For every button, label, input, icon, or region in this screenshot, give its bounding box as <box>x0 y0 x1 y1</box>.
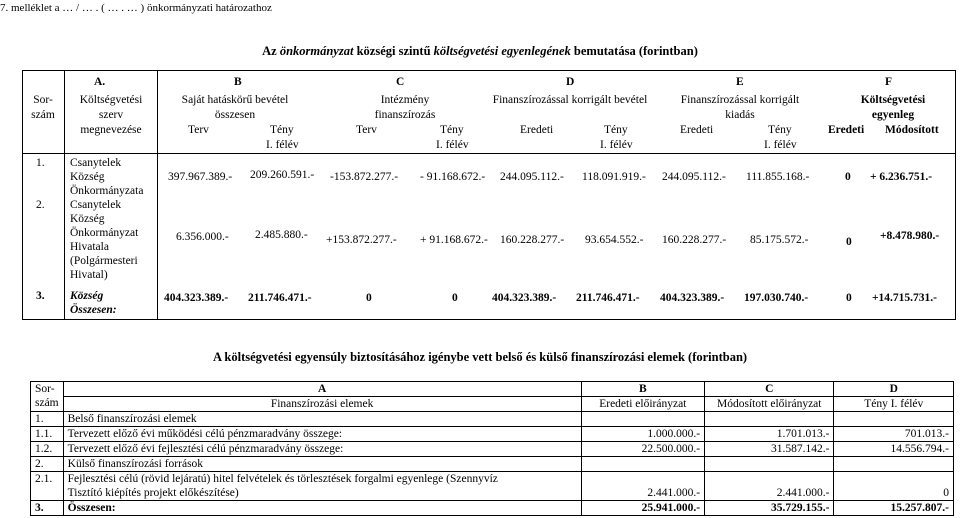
col-letter-a: A <box>63 382 581 397</box>
row3-val-f-modositott: +14.715.731.- <box>872 292 938 304</box>
row-original <box>581 412 704 427</box>
row2-val-d-teny: 93.654.552.- <box>585 234 644 246</box>
row2-name-1: Csanytelek <box>70 199 122 211</box>
row2-val-e-eredeti: 160.228.277.- <box>662 234 727 246</box>
col-letter-d: D <box>566 76 575 88</box>
row1-val-b-teny: 209.260.591.- <box>250 169 315 181</box>
row3-num: 3. <box>36 290 45 302</box>
row-original: 22.500.000.- <box>581 442 704 457</box>
row2-val-b-terv: 6.356.000.- <box>176 231 229 243</box>
sorszam-label-2: szám <box>31 109 55 121</box>
row1-name-3: Önkormányzata <box>70 185 144 197</box>
row3-val-b-terv: 404.323.389.- <box>164 292 229 304</box>
row1-val-c-terv: -153.872.277.- <box>330 171 399 183</box>
row-original: 1.000.000.- <box>581 427 704 442</box>
row-label: Fejlesztési célú (rövid lejáratú) hitel felvételek és törlesztések forgalmi egyenlege (Szennyvíz Tisztító kiépítés projekt előkészítése) <box>63 472 581 501</box>
row-num: 2. <box>31 457 64 472</box>
row3-name-1: Község <box>70 290 104 302</box>
subhdr-b-teny: Tény <box>270 124 294 136</box>
col-d-header: Finanszírozással korrigált bevétel <box>492 94 648 106</box>
subhdr-e-eredeti: Eredeti <box>680 124 714 136</box>
subhdr-c-teny: Tény <box>440 124 464 136</box>
row2-num: 2. <box>36 199 45 211</box>
row-modified <box>705 457 834 472</box>
row2-val-c-terv: +153.872.277.- <box>326 234 397 246</box>
col-a-header-2: szerv <box>98 109 124 121</box>
table-row <box>31 457 954 472</box>
row2-val-f-modositott: +8.478.980.- <box>880 230 940 242</box>
row-num: 1. <box>31 412 64 427</box>
table-row <box>31 382 954 397</box>
col-letter-c: C <box>705 382 834 397</box>
row1-val-f-eredeti: 0 <box>845 171 851 183</box>
row1-val-c-teny: - 91.168.672.- <box>420 171 486 183</box>
subhdr-c-terv: Terv <box>356 124 377 136</box>
row-num: 1.1. <box>31 427 64 442</box>
table1-title: Az önkormányzat községi szintű költségvetési egyenlegének bemutatása (forintban) <box>262 44 698 58</box>
row1-val-b-terv: 397.967.389.- <box>168 171 233 183</box>
row-original: 25.941.000.- <box>581 501 704 516</box>
subhdr-f-modositott: Módosított <box>885 124 939 136</box>
row-num: 2.1. <box>31 472 64 501</box>
subhdr-b-terv: Terv <box>188 124 209 136</box>
col-c-header-1: Intézmény <box>380 94 430 106</box>
row2-name-6: Hivatal) <box>70 269 108 281</box>
table-row <box>31 442 954 457</box>
row-actual: 701.013.- <box>834 427 954 442</box>
row-actual: 15.257.807.- <box>834 501 954 516</box>
row2-val-f-eredeti: 0 <box>846 236 852 248</box>
table-row <box>31 427 954 442</box>
col-letter-b: B <box>234 76 242 88</box>
col-letter-d: D <box>834 382 954 397</box>
col-b-header-1: Saját hatáskörű bevétel <box>181 94 289 106</box>
header-actual: Tény I. félév <box>834 397 954 412</box>
row3-val-d-eredeti: 404.323.389.- <box>492 292 557 304</box>
row1-val-e-eredeti: 244.095.112.- <box>662 171 726 183</box>
row1-num: 1. <box>36 157 45 169</box>
row-original: 2.441.000.- <box>581 472 704 501</box>
row2-name-5: (Polgármesteri <box>70 255 138 267</box>
subhdr-d-eredeti: Eredeti <box>520 124 554 136</box>
sorszam-header: Sor- szám <box>31 382 64 412</box>
row2-name-4: Hivatala <box>70 241 109 253</box>
col-letter-f: F <box>885 76 893 88</box>
financing-elements-table <box>30 381 954 516</box>
row3-val-e-eredeti: 404.323.389.- <box>660 292 725 304</box>
row2-val-b-teny: 2.485.880.- <box>255 229 308 241</box>
row-actual <box>834 457 954 472</box>
subhdr-d-felev: I. félév <box>600 139 633 151</box>
row3-name-2: Összesen: <box>70 304 117 316</box>
budget-balance-table <box>22 70 956 320</box>
col-e-header-2: kiadás <box>725 109 755 121</box>
row1-val-e-teny: 111.855.168.- <box>746 171 810 183</box>
header-note: 7. melléklet a … / … . ( … . … ) önkormányzati határozathoz <box>0 2 272 14</box>
table-row <box>31 397 954 412</box>
subhdr-d-teny: Tény <box>604 124 628 136</box>
row-num: 3. <box>31 501 64 516</box>
header-original: Eredeti előirányzat <box>581 397 704 412</box>
col-f-header-2: egyenleg <box>871 109 915 121</box>
table-row <box>31 472 954 501</box>
table-row <box>31 412 954 427</box>
row-modified: 2.441.000.- <box>705 472 834 501</box>
row-label: Tervezett előző évi működési célú pénzmaradvány összege: <box>63 427 581 442</box>
col-b-header-2: összesen <box>214 109 256 121</box>
row3-val-c-teny: 0 <box>452 292 458 304</box>
row3-val-d-teny: 211.746.471.- <box>576 292 640 304</box>
subhdr-b-felev: I. félév <box>266 139 299 151</box>
subhdr-c-felev: I. félév <box>436 139 469 151</box>
row-label: Külső finanszírozási források <box>63 457 581 472</box>
row2-name-2: Község <box>70 213 105 225</box>
row-label: Belső finanszírozási elemek <box>63 412 581 427</box>
row-label: Összesen: <box>63 501 581 516</box>
row-modified: 31.587.142.- <box>705 442 834 457</box>
subhdr-e-teny: Tény <box>768 124 792 136</box>
row-modified: 35.729.155.- <box>705 501 834 516</box>
row1-val-d-teny: 118.091.919.- <box>582 171 646 183</box>
subhdr-f-eredeti: Eredeti <box>828 124 865 136</box>
col-e-header-1: Finanszírozással korrigált <box>680 94 800 106</box>
row3-val-c-terv: 0 <box>366 292 372 304</box>
row-original <box>581 457 704 472</box>
subhdr-e-felev: I. félév <box>764 139 797 151</box>
row1-name-1: Csanytelek <box>70 157 122 169</box>
row-actual: 14.556.794.- <box>834 442 954 457</box>
row-label: Tervezett előző évi fejlesztési célú pénzmaradvány összege: <box>63 442 581 457</box>
header-modified: Módosított előirányzat <box>705 397 834 412</box>
row2-val-c-teny: + 91.168.672.- <box>420 234 488 246</box>
row3-val-f-eredeti: 0 <box>846 292 852 304</box>
row-actual: 0 <box>834 472 954 501</box>
table-row <box>31 501 954 516</box>
col-letter-c: C <box>396 76 405 88</box>
row-modified <box>705 412 834 427</box>
row3-val-e-teny: 197.030.740.- <box>744 292 809 304</box>
col-letter-b: B <box>581 382 704 397</box>
col-c-header-2: finanszírozás <box>374 109 436 121</box>
row3-val-b-teny: 211.746.471.- <box>248 292 312 304</box>
col-letter-a: A. <box>94 76 106 88</box>
col-f-header-1: Költségvetési <box>860 94 926 106</box>
row1-val-f-modositott: + 6.236.751.- <box>870 171 933 183</box>
col-letter-e: E <box>736 76 744 88</box>
row1-val-d-eredeti: 244.095.112.- <box>500 171 564 183</box>
col-a-header-1: Költségvetési <box>79 94 143 106</box>
sorszam-label-1: Sor- <box>33 94 53 106</box>
row-modified: 1.701.013.- <box>705 427 834 442</box>
col-a-header-3: megnevezése <box>80 124 142 136</box>
row2-val-e-teny: 85.175.572.- <box>750 234 809 246</box>
row1-name-2: Község <box>70 171 105 183</box>
table2-title: A költségvetési egyensúly biztosításához igénybe vett belső és külső finanszírozási elemek (forintban) <box>212 350 748 364</box>
row2-val-d-eredeti: 160.228.277.- <box>500 234 565 246</box>
row2-name-3: Önkormányzat <box>70 227 139 239</box>
header-financing-elements: Finanszírozási elemek <box>63 397 581 412</box>
row-actual <box>834 412 954 427</box>
row-num: 1.2. <box>31 442 64 457</box>
